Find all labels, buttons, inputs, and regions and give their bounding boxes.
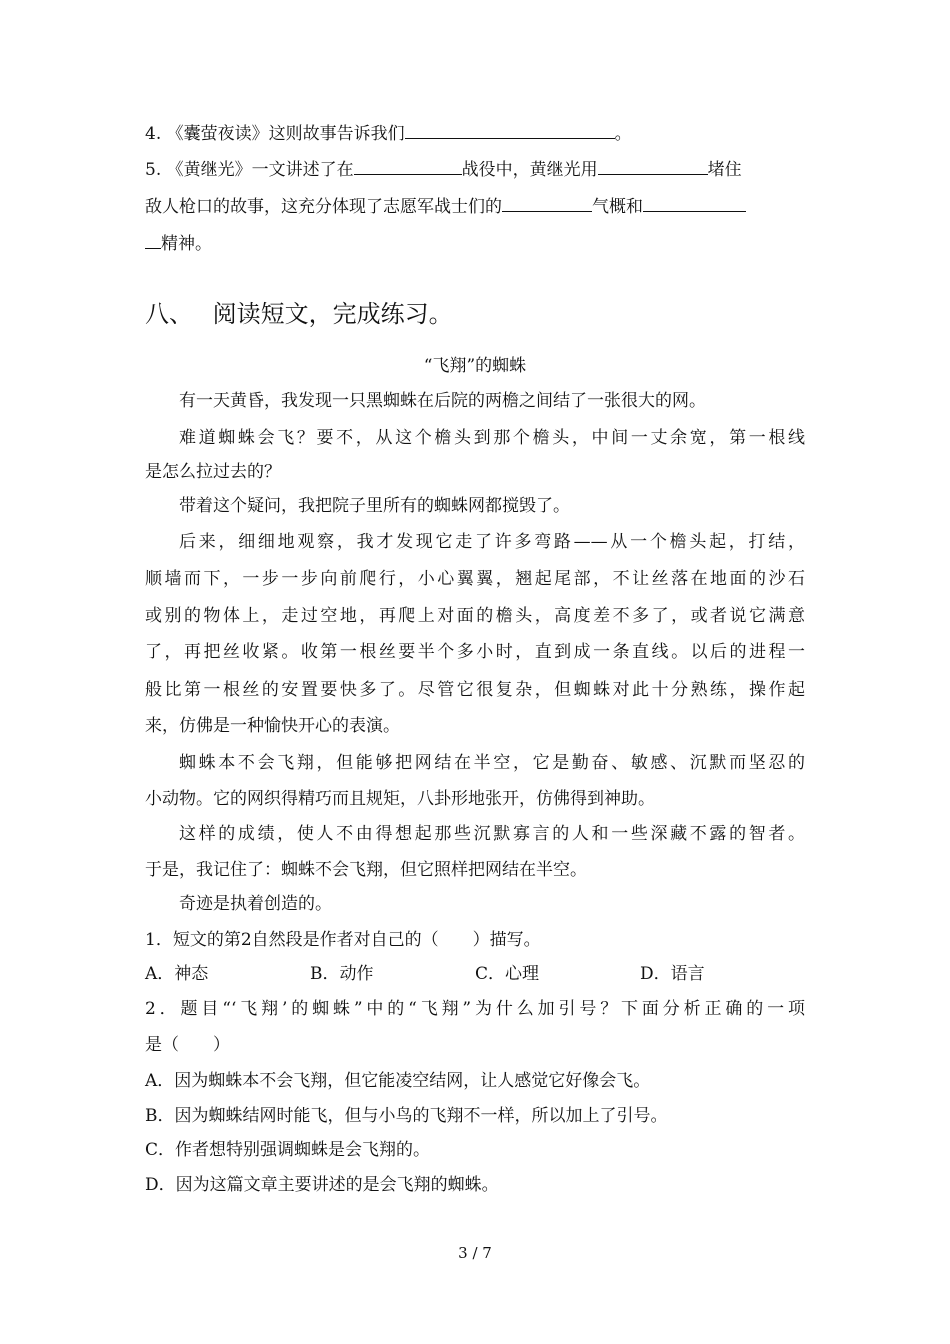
question-4-text: 《囊萤夜读》这则故事告诉我们 <box>166 124 405 144</box>
section-heading <box>145 298 453 330</box>
question-5-line-2 <box>145 195 805 219</box>
passage-title: “飞翔”的蜘蛛 <box>423 356 527 376</box>
passage-line: 难道蜘蛛会飞？要不，从这个檐头到那个檐头，中间一丈余宽，第一根线 <box>179 428 805 448</box>
question-1-option-d[interactable]: D．语言 <box>640 964 705 984</box>
passage-line: 小动物。它的网织得精巧而且规矩，八卦形地张开，仿佛得到神助。 <box>145 789 655 809</box>
page-number: 3 / 7 <box>458 1244 492 1262</box>
answer-blank[interactable] <box>643 195 746 212</box>
question-5-number: 5. <box>145 160 162 180</box>
answer-blank[interactable] <box>354 158 462 175</box>
section-title: 阅读短文，完成练习。 <box>212 300 453 328</box>
question-2-option-a[interactable]: A．因为蜘蛛本不会飞翔，但它能凌空结网，让人感觉它好像会飞。 <box>145 1071 651 1091</box>
passage-line: 来，仿佛是一种愉快开心的表演。 <box>145 716 400 736</box>
passage-line: 奇迹是执着创造的。 <box>179 894 332 914</box>
passage-line: 于是，我记住了：蜘蛛不会飞翔，但它照样把网结在半空。 <box>145 860 587 880</box>
passage-line: 带着这个疑问，我把院子里所有的蜘蛛网都搅毁了。 <box>179 496 570 516</box>
passage-line: 有一天黄昏，我发现一只黑蜘蛛在后院的两檐之间结了一张很大的网。 <box>179 391 706 411</box>
passage-line: 是怎么拉过去的？ <box>145 462 281 482</box>
passage-line: 这样的成绩，使人不由得想起那些沉默寡言的人和一些深藏不露的智者。 <box>179 824 805 844</box>
question-5-text: 精神。 <box>161 234 212 254</box>
passage-line: 后来，细细地观察，我才发现它走了许多弯路——从一个檐头起，打结， <box>179 532 805 552</box>
question-1-option-b[interactable]: B．动作 <box>310 964 374 984</box>
passage-line: 般比第一根丝的安置要快多了。尽管它很复杂，但蜘蛛对此十分熟练，操作起 <box>145 680 805 700</box>
question-5-line-1 <box>145 158 805 182</box>
answer-blank[interactable] <box>145 232 161 249</box>
question-2-option-d[interactable]: D．因为这篇文章主要讲述的是会飞翔的蜘蛛。 <box>145 1175 499 1195</box>
question-1: 1．短文的第2自然段是作者对自己的（ ）描写。 <box>145 930 541 950</box>
question-2-option-c[interactable]: C．作者想特别强调蜘蛛是会飞翔的。 <box>145 1140 431 1160</box>
question-5-line-3 <box>145 232 805 256</box>
answer-blank[interactable] <box>598 158 708 175</box>
question-4-end: 。 <box>614 124 632 144</box>
passage-line: 顺墙而下，一步一步向前爬行，小心翼翼，翘起尾部，不让丝落在地面的沙石 <box>145 569 805 589</box>
question-5-text: 敌人枪口的故事，这充分体现了志愿军战士们的 <box>145 197 502 217</box>
passage-line: 了，再把丝收紧。收第一根丝要半个多小时，直到成一条直线。以后的进程一 <box>145 642 805 662</box>
answer-blank[interactable] <box>405 122 615 139</box>
answer-blank[interactable] <box>502 195 592 212</box>
question-2-continued: 是（ ） <box>145 1035 230 1055</box>
passage-line: 或别的物体上，走过空地，再爬上对面的檐头，高度差不多了，或者说它满意 <box>145 606 805 626</box>
question-5-text: 气概和 <box>592 197 643 217</box>
question-1-option-c[interactable]: C．心理 <box>475 964 540 984</box>
question-5-text: 堵住 <box>707 160 742 180</box>
question-4-number: 4. <box>145 124 162 144</box>
question-5-text: 战役中，黄继光用 <box>461 160 598 180</box>
passage-line: 蜘蛛本不会飞翔，但能够把网结在半空，它是勤奋、敏感、沉默而坚忍的 <box>179 753 805 773</box>
question-2-option-b[interactable]: B．因为蜘蛛结网时能飞，但与小鸟的飞翔不一样，所以加上了引号。 <box>145 1106 668 1126</box>
section-number: 八、 <box>145 300 193 328</box>
question-1-option-a[interactable]: A．神态 <box>145 964 209 984</box>
question-2: 2．题目“‘飞翔’的蜘蛛”中的“飞翔”为什么加引号？下面分析正确的一项 <box>145 999 805 1019</box>
question-4 <box>145 122 805 146</box>
question-5-text: 《黄继光》一文讲述了在 <box>166 160 354 180</box>
